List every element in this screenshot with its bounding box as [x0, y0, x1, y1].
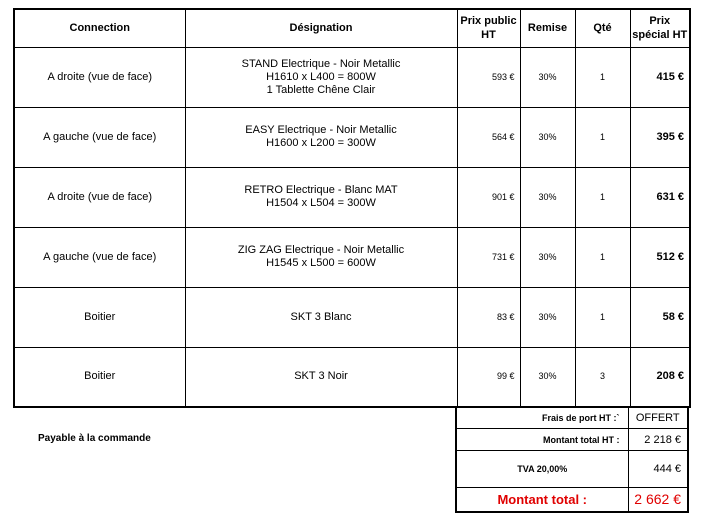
cell-designation	[185, 47, 457, 107]
cell-prix-public: 901 €	[457, 167, 520, 227]
designation-line: SKT 3 Noir	[294, 370, 348, 383]
table-row	[14, 167, 690, 227]
cell-remise: 30%	[520, 287, 575, 347]
header-prix-special	[630, 9, 690, 47]
cell-prix-special: 512 €	[630, 227, 690, 287]
cell-prix-public: 99 €	[457, 347, 520, 407]
header-prix-special-line2: spécial HT	[632, 29, 688, 42]
total-label: Montant total :	[456, 488, 628, 512]
summary-row-frais	[456, 408, 688, 429]
cell-connection: A gauche (vue de face)	[14, 107, 185, 167]
designation-line: RETRO Electrique - Blanc MAT	[244, 184, 398, 196]
quote-table	[13, 8, 691, 408]
designation-line: EASY Electrique - Noir Metallic	[245, 124, 397, 136]
payment-terms: Payable à la commande	[38, 433, 151, 444]
designation-line: STAND Electrique - Noir Metallic	[241, 57, 401, 70]
total-value: 2 662 €	[628, 488, 688, 512]
cell-connection: A droite (vue de face)	[14, 167, 185, 227]
summary-row-montant-ht	[456, 429, 688, 451]
cell-remise: 30%	[520, 107, 575, 167]
header-prix-special-line1: Prix	[649, 15, 671, 28]
cell-prix-special: 395 €	[630, 107, 690, 167]
cell-remise: 30%	[520, 167, 575, 227]
header-prix-public-line1: Prix public	[460, 15, 517, 28]
cell-qte: 1	[575, 287, 630, 347]
cell-qte: 1	[575, 107, 630, 167]
header-designation: Désignation	[185, 9, 457, 47]
cell-remise: 30%	[520, 47, 575, 107]
cell-remise: 30%	[520, 227, 575, 287]
cell-qte: 1	[575, 167, 630, 227]
cell-designation	[185, 107, 457, 167]
designation-line: H1610 x L400 = 800W	[266, 70, 376, 83]
cell-prix-special: 58 €	[630, 287, 690, 347]
header-prix-public	[457, 9, 520, 47]
cell-designation	[185, 347, 457, 407]
tva-value: 444 €	[628, 451, 688, 488]
cell-prix-special: 631 €	[630, 167, 690, 227]
header-connection: Connection	[14, 9, 185, 47]
cell-connection: Boitier	[14, 287, 185, 347]
table-header-row	[14, 9, 690, 47]
cell-connection: Boitier	[14, 347, 185, 407]
designation-line: SKT 3 Blanc	[290, 310, 352, 323]
table-row	[14, 47, 690, 107]
frais-label: Frais de port HT :`	[456, 408, 628, 429]
summary-table	[455, 407, 689, 513]
header-prix-public-line2: HT	[481, 29, 496, 42]
summary-row-total	[456, 488, 688, 512]
tva-label: TVA 20,00%	[456, 451, 628, 488]
table-row	[14, 347, 690, 407]
summary-row-tva	[456, 451, 688, 488]
cell-prix-special: 415 €	[630, 47, 690, 107]
header-qte: Qté	[575, 9, 630, 47]
designation-line: H1545 x L500 = 600W	[266, 257, 376, 269]
table-row	[14, 107, 690, 167]
frais-value: OFFERT	[628, 408, 688, 429]
cell-designation	[185, 227, 457, 287]
designation-line: H1600 x L200 = 300W	[266, 137, 376, 149]
cell-prix-public: 83 €	[457, 287, 520, 347]
cell-connection: A gauche (vue de face)	[14, 227, 185, 287]
montant-ht-value: 2 218 €	[628, 429, 688, 451]
header-remise: Remise	[520, 9, 575, 47]
cell-connection: A droite (vue de face)	[14, 47, 185, 107]
cell-designation	[185, 287, 457, 347]
montant-ht-label: Montant total HT :	[456, 429, 628, 451]
table-row	[14, 227, 690, 287]
designation-line: 1 Tablette Chêne Clair	[266, 83, 376, 96]
cell-designation	[185, 167, 457, 227]
designation-line: H1504 x L504 = 300W	[266, 197, 376, 209]
cell-prix-public: 593 €	[457, 47, 520, 107]
table-row	[14, 287, 690, 347]
cell-prix-public: 564 €	[457, 107, 520, 167]
cell-prix-public: 731 €	[457, 227, 520, 287]
designation-line: ZIG ZAG Electrique - Noir Metallic	[237, 244, 405, 256]
cell-prix-special: 208 €	[630, 347, 690, 407]
cell-qte: 1	[575, 227, 630, 287]
cell-remise: 30%	[520, 347, 575, 407]
cell-qte: 1	[575, 47, 630, 107]
cell-qte: 3	[575, 347, 630, 407]
